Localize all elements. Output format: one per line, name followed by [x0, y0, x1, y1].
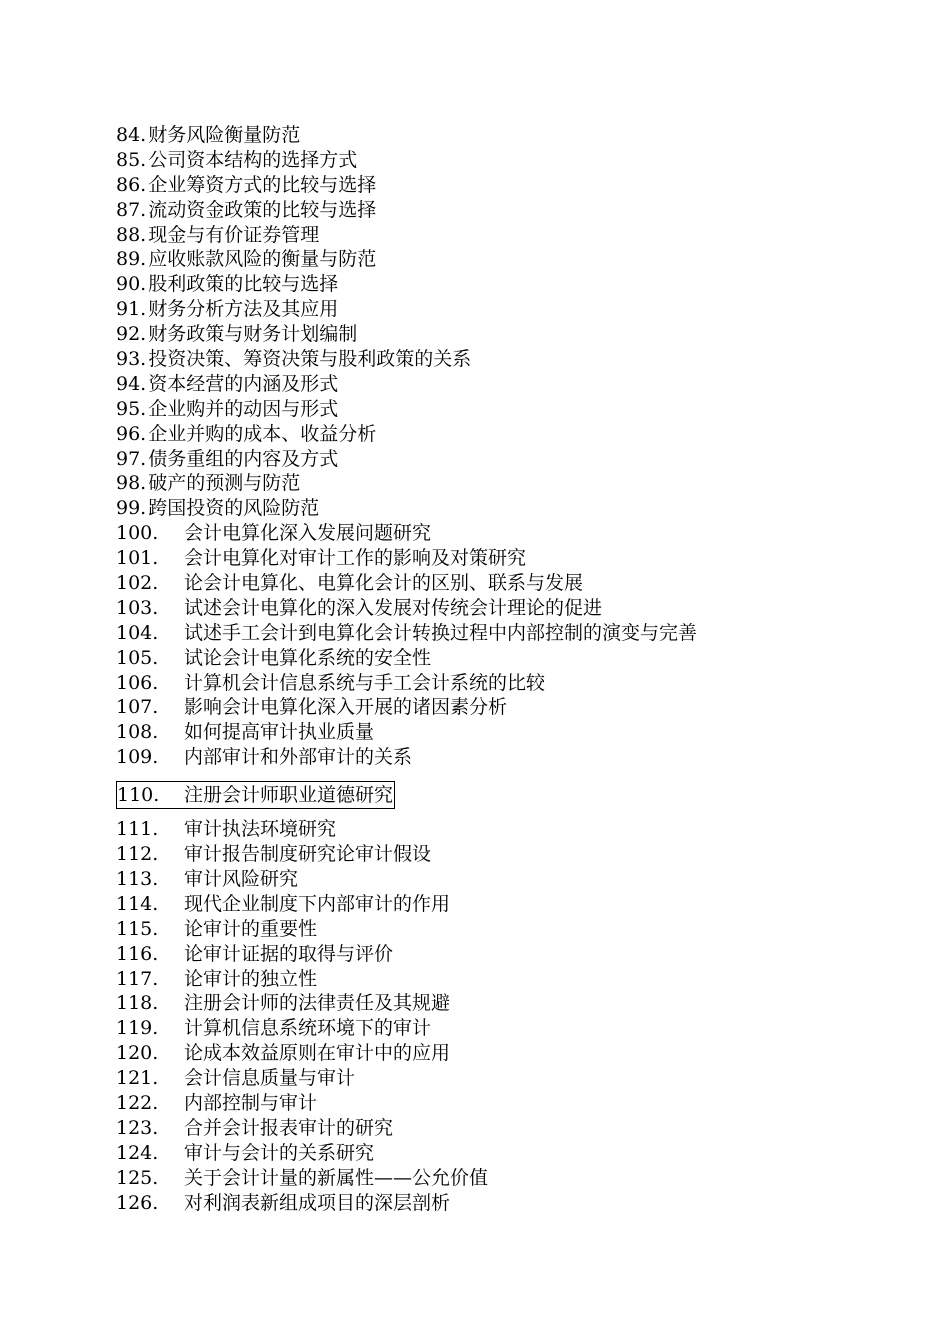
list-item: [116, 123, 916, 148]
item-number: 119.: [116, 1017, 159, 1040]
item-text: 企业购并的动因与形式: [148, 397, 339, 420]
list-item: [116, 297, 916, 322]
item-text: 审计执法环境研究: [184, 818, 337, 841]
list-item: [116, 942, 916, 967]
item-text: 合并会计报表审计的研究: [184, 1116, 394, 1139]
list-item: [116, 173, 916, 198]
item-text: 计算机会计信息系统与手工会计系统的比较: [184, 671, 546, 694]
item-text: 审计与会计的关系研究: [184, 1141, 375, 1164]
list-item: [116, 521, 916, 546]
item-number: 114.: [116, 892, 159, 915]
item-number: 126.: [116, 1191, 159, 1214]
item-number: 87.: [116, 198, 147, 221]
list-item: [116, 347, 916, 372]
item-text: 财务分析方法及其应用: [148, 298, 339, 321]
item-text: 试述会计电算化的深入发展对传统会计理论的促进: [184, 596, 603, 619]
item-number: 100.: [116, 522, 159, 545]
item-number: 92.: [116, 323, 147, 346]
item-text: 如何提高审计执业质量: [184, 721, 375, 744]
item-number: 90.: [116, 273, 147, 296]
list-item: [116, 1116, 916, 1141]
list-item: [116, 671, 916, 696]
item-text: 计算机信息系统环境下的审计: [184, 1017, 432, 1040]
list-item: [116, 967, 916, 992]
item-text: 企业并购的成本、收益分析: [148, 422, 377, 445]
item-number: 106.: [116, 671, 159, 694]
item-number: 95.: [116, 397, 147, 420]
item-text: 跨国投资的风险防范: [148, 497, 320, 520]
item-number: 88.: [116, 223, 147, 246]
item-number: 110.: [117, 784, 160, 807]
item-number: 89.: [116, 248, 147, 271]
item-number: 105.: [116, 646, 159, 669]
list-item: [116, 1016, 916, 1041]
topic-list: [116, 123, 916, 1215]
item-text: 流动资金政策的比较与选择: [148, 198, 377, 221]
item-number: 102.: [116, 572, 159, 595]
item-number: 97.: [116, 447, 147, 470]
item-number: 122.: [116, 1091, 159, 1114]
item-number: 104.: [116, 621, 159, 644]
item-number: 121.: [116, 1067, 159, 1090]
item-text: 内部审计和外部审计的关系: [184, 746, 413, 769]
list-item: [116, 720, 916, 745]
list-item: [116, 745, 916, 770]
item-text: 内部控制与审计: [184, 1091, 318, 1114]
list-item: [116, 991, 916, 1016]
item-text: 论会计电算化、电算化会计的区别、联系与发展: [184, 572, 584, 595]
item-text: 会计电算化对审计工作的影响及对策研究: [184, 547, 527, 570]
item-text: 论审计的重要性: [184, 917, 318, 940]
item-number: 125.: [116, 1166, 159, 1189]
item-number: 108.: [116, 721, 159, 744]
item-number: 118.: [116, 992, 159, 1015]
item-number: 96.: [116, 422, 147, 445]
list-item: [116, 471, 916, 496]
list-item: [116, 1041, 916, 1066]
item-text: 注册会计师职业道德研究: [184, 784, 394, 807]
list-item: [116, 695, 916, 720]
list-item: [116, 571, 916, 596]
item-number: 98.: [116, 472, 147, 495]
list-item: [116, 1091, 916, 1116]
list-item: [116, 867, 916, 892]
item-number: 111.: [116, 818, 159, 841]
item-text: 审计风险研究: [184, 867, 299, 890]
list-item: [116, 817, 916, 842]
list-item: [116, 397, 916, 422]
item-text: 试论会计电算化系统的安全性: [184, 646, 432, 669]
item-text: 对利润表新组成项目的深层剖析: [184, 1191, 451, 1214]
item-text: 审计报告制度研究论审计假设: [184, 843, 432, 866]
list-item: [116, 621, 916, 646]
item-number: 124.: [116, 1141, 159, 1164]
item-text: 股利政策的比较与选择: [148, 273, 339, 296]
item-text: 应收账款风险的衡量与防范: [148, 248, 377, 271]
list-item: [116, 148, 916, 173]
item-text: 公司资本结构的选择方式: [148, 148, 358, 171]
list-item: [116, 322, 916, 347]
item-text: 试述手工会计到电算化会计转换过程中内部控制的演变与完善: [184, 621, 698, 644]
list-item: [116, 247, 916, 272]
list-item: [116, 496, 916, 521]
list-item: [116, 1066, 916, 1091]
item-text: 关于会计计量的新属性——公允价值: [184, 1166, 489, 1189]
list-item: [116, 596, 916, 621]
item-number: 84.: [116, 124, 147, 146]
item-text: 现金与有价证券管理: [148, 223, 320, 246]
item-text: 财务政策与财务计划编制: [148, 323, 358, 346]
list-item: [116, 546, 916, 571]
item-number: 91.: [116, 298, 147, 321]
item-number: 99.: [116, 497, 147, 520]
item-number: 86.: [116, 173, 147, 196]
item-text: 财务风险衡量防范: [148, 124, 301, 146]
item-text: 现代企业制度下内部审计的作用: [184, 892, 451, 915]
item-number: 112.: [116, 843, 159, 866]
list-item: [116, 1166, 916, 1191]
item-text: 注册会计师的法律责任及其规避: [184, 992, 451, 1015]
item-text: 会计信息质量与审计: [184, 1067, 356, 1090]
list-item: [116, 422, 916, 447]
item-text: 论审计的独立性: [184, 967, 318, 990]
item-number: 120.: [116, 1042, 159, 1065]
list-item: [116, 646, 916, 671]
item-number: 115.: [116, 917, 159, 940]
item-number: 101.: [116, 547, 159, 570]
item-text: 企业筹资方式的比较与选择: [148, 173, 377, 196]
item-number: 117.: [116, 967, 159, 990]
item-number: 94.: [116, 372, 147, 395]
list-item: [116, 842, 916, 867]
boxed-item: [116, 781, 395, 809]
list-item: [116, 917, 916, 942]
list-item: [116, 223, 916, 248]
list-item: [116, 198, 916, 223]
item-text: 会计电算化深入发展问题研究: [184, 522, 432, 545]
item-text: 破产的预测与防范: [148, 472, 301, 495]
item-number: 103.: [116, 596, 159, 619]
list-item: [116, 372, 916, 397]
list-item: [116, 447, 916, 472]
list-item: [116, 892, 916, 917]
list-item: [116, 272, 916, 297]
item-text: 论审计证据的取得与评价: [184, 942, 394, 965]
item-number: 93.: [116, 348, 147, 371]
item-text: 论成本效益原则在审计中的应用: [184, 1042, 451, 1065]
item-text: 资本经营的内涵及形式: [148, 372, 339, 395]
item-text: 影响会计电算化深入开展的诸因素分析: [184, 696, 508, 719]
item-number: 107.: [116, 696, 159, 719]
item-number: 116.: [116, 942, 159, 965]
list-item: [116, 1141, 916, 1166]
list-item: [116, 1191, 916, 1216]
item-number: 113.: [116, 867, 159, 890]
item-number: 109.: [116, 746, 159, 769]
item-text: 投资决策、筹资决策与股利政策的关系: [148, 348, 472, 371]
item-number: 123.: [116, 1116, 159, 1139]
item-number: 85.: [116, 148, 147, 171]
list-item-highlighted: [116, 781, 916, 817]
item-text: 债务重组的内容及方式: [148, 447, 339, 470]
